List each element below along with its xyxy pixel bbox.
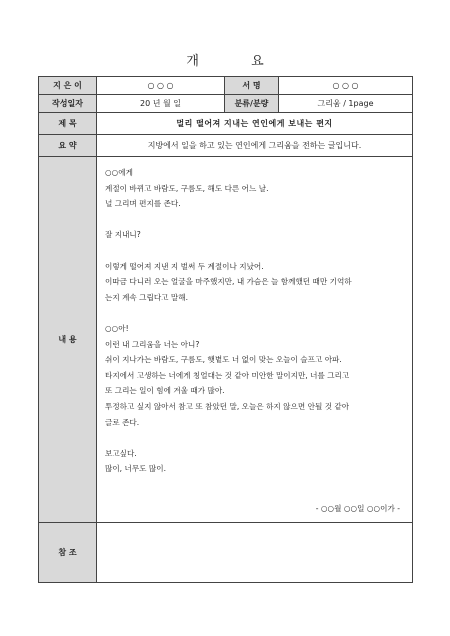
letter-signature: - ○○월 ○○일 ○○이가 - xyxy=(315,504,400,513)
signature-value: ○ ○ ○ xyxy=(279,77,413,95)
letter-line: 많이, 너무도 많이. xyxy=(105,464,167,474)
letter-line: 널 그리며 편지를 존다. xyxy=(105,199,181,209)
letter-line: 쉬이 지나가는 바람도, 구름도, 햇볕도 너 없이 맞는 오늘이 슬프고 아파. xyxy=(105,355,342,365)
letter-line: 보고싶다. xyxy=(105,448,137,458)
letter-line xyxy=(105,243,406,259)
author-value: ○ ○ ○ xyxy=(97,77,225,95)
letter-body xyxy=(97,157,412,477)
summary-value: 지방에서 일을 하고 있는 연인에게 그리움을 전하는 글입니다. xyxy=(97,135,413,157)
letter-line: 잘 지내니? xyxy=(105,230,141,240)
letter-line: ○○아! xyxy=(105,323,129,333)
letter-line: 는지 계속 그립다고 말해. xyxy=(105,292,189,302)
content-label: 내 용 xyxy=(39,157,97,523)
reference-label: 참 조 xyxy=(39,523,97,583)
letter-line: 투정하고 싶지 않아서 참고 또 참았던 말, 오늘은 하지 않으면 안될 것 같아 xyxy=(105,401,350,411)
category-value: 그리움 / 1page xyxy=(279,95,413,113)
date-label: 작성일자 xyxy=(39,95,97,113)
letter-line xyxy=(105,212,406,228)
letter-line: 이런 내 그리움을 너는 아니? xyxy=(105,339,200,349)
letter-line: 타지에서 고생하는 너에게 칭얼대는 것 같아 미안한 말이지만, 너를 그리고 xyxy=(105,370,350,380)
content-cell xyxy=(97,157,413,523)
signature-label: 서 명 xyxy=(225,77,279,95)
letter-line: 이따금 다니러 오는 얼굴을 마주했지만, 내 가슴은 늘 함께했던 때만 기억하 xyxy=(105,277,352,287)
reference-value xyxy=(97,523,413,583)
letter-line: 글로 존다. xyxy=(105,417,140,427)
letter-line: 계절이 바뀌고 바람도, 구름도, 해도 다른 어느 날. xyxy=(105,183,269,193)
summary-form-table xyxy=(38,76,413,583)
author-label: 지 은 이 xyxy=(39,77,97,95)
letter-line xyxy=(105,305,406,321)
letter-line: 또 그리는 일이 힘에 겨울 때가 많아. xyxy=(105,386,225,396)
summary-label: 요 약 xyxy=(39,135,97,157)
date-value: 20 년 월 일 xyxy=(97,95,225,113)
letter-line xyxy=(105,430,406,446)
category-label: 분류/분량 xyxy=(225,95,279,113)
letter-line: ○○에게 xyxy=(105,168,133,177)
subject-label: 제 목 xyxy=(39,113,97,135)
subject-value: 멀리 떨어져 지내는 연인에게 보내는 편지 xyxy=(97,113,413,135)
letter-line: 이렇게 떨어져 지낸 지 벌써 두 계절이나 지났어. xyxy=(105,261,264,271)
page-title: 개 요 xyxy=(186,54,288,69)
